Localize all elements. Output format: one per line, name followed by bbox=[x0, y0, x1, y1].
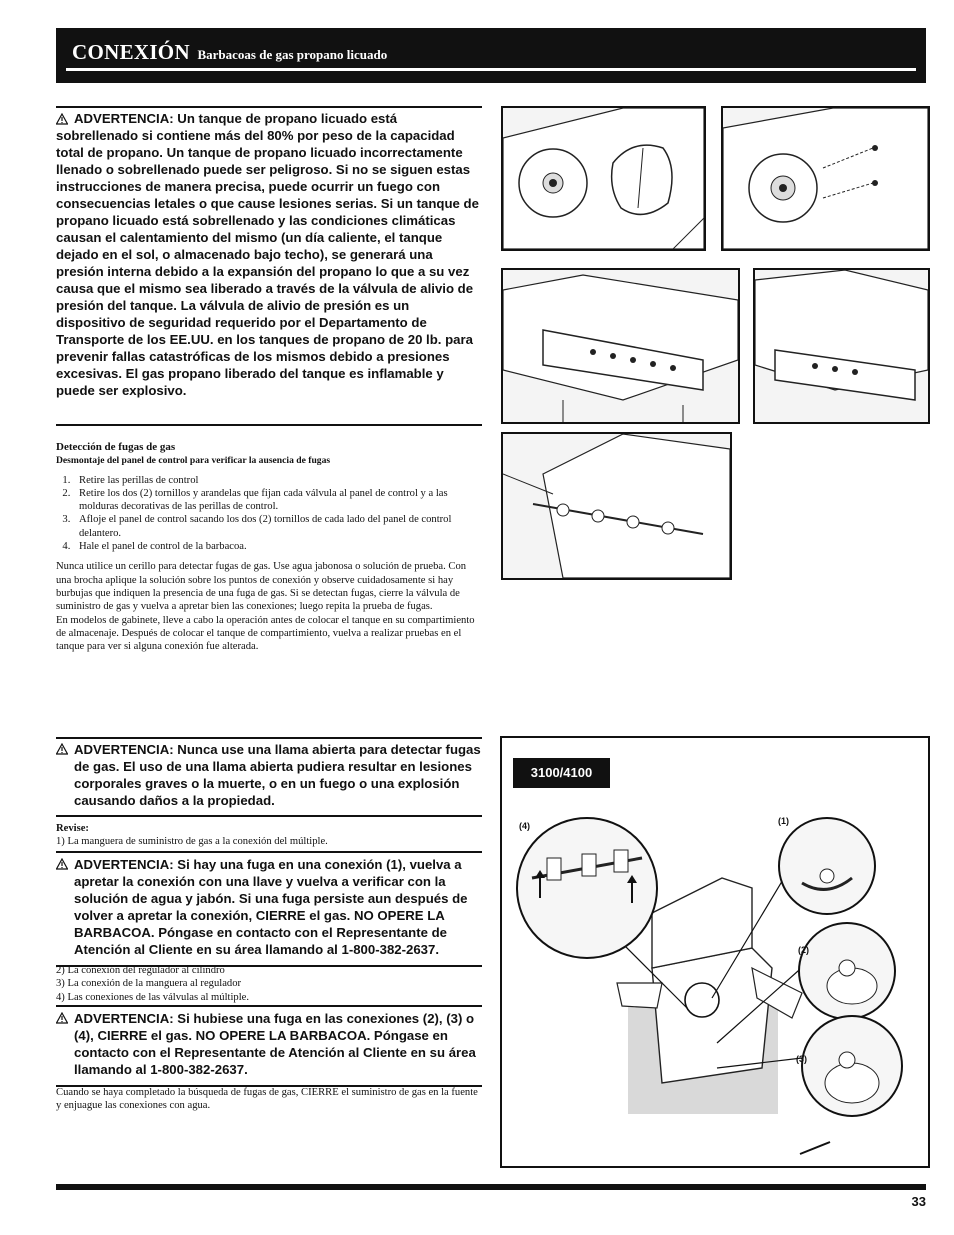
warning-open-flame bbox=[56, 737, 482, 817]
closing-paragraph: Cuando se haya completado la búsqueda de fugas de gas, CIERRE el suministro de gas en la fuente y enjuague las conexiones con agua. bbox=[56, 1087, 478, 1112]
control-panel-screws-illustration bbox=[503, 270, 738, 422]
manifold-exposed-illustration bbox=[503, 434, 730, 578]
leak-points-illustration bbox=[502, 738, 928, 1166]
page-number: 33 bbox=[911, 1194, 926, 1209]
leak-detection-subheading: Desmontaje del panel de control para verificar la ausencia de fugas bbox=[56, 455, 331, 467]
leak-detection-section bbox=[56, 441, 482, 653]
panel-pull-illustration bbox=[755, 270, 928, 422]
label-1: (1) bbox=[778, 816, 789, 826]
valve-screws-illustration bbox=[723, 108, 928, 249]
page-title: CONEXIÓN Barbacoas de gas propano licuado bbox=[72, 40, 388, 64]
figure-leak-points bbox=[500, 736, 930, 1168]
label-4: (4) bbox=[519, 821, 530, 831]
step-item: 2. Retire los dos (2) tornillos y arandelas que fijan cada válvula al panel de control y a las molduras decorativas de las perillas de control. bbox=[73, 487, 482, 514]
page-header bbox=[56, 28, 926, 83]
warning-icon bbox=[56, 743, 68, 755]
check-section bbox=[56, 822, 482, 849]
check-item: 4) Las conexiones de las válvulas al múltiple. bbox=[56, 991, 249, 1003]
model-badge: 3100/4100 bbox=[513, 758, 610, 788]
warning-overfill bbox=[56, 106, 482, 426]
figure-knob-removal bbox=[501, 106, 706, 251]
warning-leak-connections-2-4-text: ADVERTENCIA: Si hubiese una fuga en las conexiones (2), (3) o (4), CIERRE el gas. NO OPERE LA BARBACOA. Póngase en contacto con el Representante de Atención al Cliente en su área llamando al 1-800-382-2637. bbox=[74, 1011, 476, 1077]
figure-panel-pull bbox=[753, 268, 930, 424]
knob-removal-illustration bbox=[503, 108, 704, 249]
check-item-1: 1) La manguera de suministro de gas a la conexión del múltiple. bbox=[56, 836, 328, 848]
check-heading: Revise: bbox=[56, 823, 89, 834]
figure-control-panel-screws bbox=[501, 268, 740, 424]
label-3: (3) bbox=[796, 1054, 807, 1064]
check-items-list bbox=[56, 964, 482, 1004]
label-2: (2) bbox=[798, 945, 809, 955]
footer-rule bbox=[56, 1184, 926, 1190]
check-item: 2) La conexión del regulador al cilindro bbox=[56, 965, 225, 976]
page-subtitle: Barbacoas de gas propano licuado bbox=[197, 47, 388, 62]
warning-leak-connections-2-4 bbox=[56, 1005, 482, 1087]
warning-icon bbox=[56, 858, 68, 870]
warning-overfill-text: ADVERTENCIA: Un tanque de propano licuado está sobrellenado si contiene más del 80% por peso de la capacidad total de propano. Un tanque de propano licuado incorrectamente llenado o sobrellenado puede ser peligroso. Si no se siguen estas instrucciones de manera precisa, puede ocurrir un fuego con consecuencias letales o que cause lesiones serias. Si un tanque de propano licuado está sobrellenado y las condiciones climáticas causan el calentamiento del mismo (un día caliente, el tanque dejado en el sol, o almacenado bajo techo), se generará una presión interna debido a la expansión del propano lo que a su vez causa que el mismo sea liberado a través de la válvula de alivio de presión del tanque. La válvula de alivio de presión es un dispositivo de seguridad requerido por el Departamento de Transporte de los EE.UU. en los tanques de propano de 20 lb. para prevenir fallas catastróficas de los mismos debido a presiones excesivas. El gas propano liberado del tanque es inflamable y puede ser explosivo. bbox=[56, 111, 479, 398]
disassembly-steps bbox=[56, 474, 482, 554]
warning-icon bbox=[56, 1012, 68, 1024]
warning-leak-connection-1 bbox=[56, 851, 482, 967]
leak-detection-heading: Detección de fugas de gas bbox=[56, 441, 176, 453]
leak-test-paragraph: Nunca utilice un cerillo para detectar fugas de gas. Use agua jabonosa o solución de prueba. Con una brocha aplique la solución sobre los puntos de conexión y observe cuidadosamente si hay burbujas que indiquen la presencia de una fuga de gas. Si se detectan fugas, cierre la válvula de suministro de gas y vuelva a apretar bien las conexiones; luego repita la prueba de fugas. bbox=[56, 561, 467, 613]
figure-manifold-exposed bbox=[501, 432, 732, 580]
step-item: 1. Retire las perillas de control bbox=[73, 474, 482, 487]
warning-open-flame-text: ADVERTENCIA: Nunca use una llama abierta para detectar fugas de gas. El uso de una llama abierta pudiera resultar en lesiones corporales graves o la muerte, o en un fuego o una explosión causando daños a la propiedad. bbox=[74, 742, 481, 808]
step-item: 4. Hale el panel de control de la barbacoa. bbox=[73, 540, 482, 553]
step-item: 3. Afloje el panel de control sacando los dos (2) tornillos de cada lado del panel de control delantero. bbox=[73, 513, 482, 540]
cabinet-paragraph: En modelos de gabinete, lleve a cabo la operación antes de colocar el tanque en su compartimiento de almacenaje. Después de colocar el tanque de compartimiento, vuelva a realizar pruebas en el tanque para ver si alguna conexión fue alterada. bbox=[56, 614, 475, 653]
header-rule bbox=[66, 68, 916, 71]
check-item: 3) La conexión de la manguera al regulador bbox=[56, 978, 242, 990]
figure-valve-screws bbox=[721, 106, 930, 251]
warning-icon bbox=[56, 113, 68, 125]
warning-leak-connection-1-text: ADVERTENCIA: Si hay una fuga en una conexión (1), vuelva a apretar la conexión con una llave y vuelva a verificar con la solución de agua y jabón. Si una fuga persiste aun después de volver a apretar la conexión, CIERRE el gas. NO OPERE LA BARBACOA. Póngase en contacto con el Representante de Atención al Cliente en su área llamando al 1-800-382-2637. bbox=[74, 857, 468, 957]
